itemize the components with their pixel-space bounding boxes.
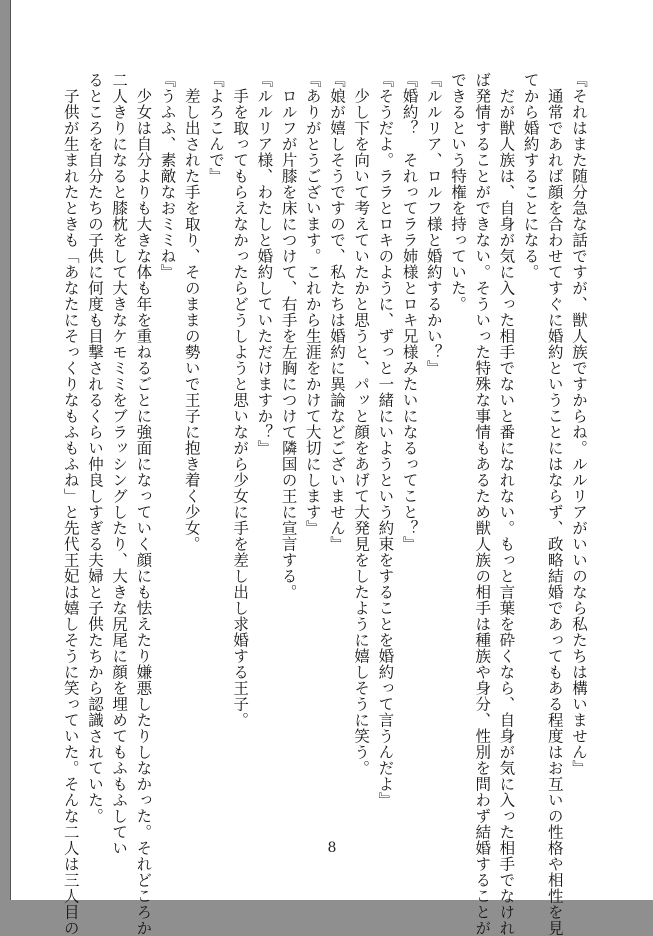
text-line: 手を取ってもらえなかったらどうしようと思いながら少女に手を差し出し求婚する王子。: [231, 72, 250, 728]
text-line: 『ありがとうございます。これから生涯をかけて大切にします』: [303, 72, 322, 536]
vertical-text-body: [61, 72, 591, 936]
text-line: 二人きりになると膝枕をして大きなケモミミをブラッシングしたり、大きな尻尾に顔を埋めてもふもふしてい: [110, 72, 129, 856]
text-line: できるという特権を持っていた。: [448, 72, 467, 312]
text-line: 少し下を向いて考えていたかと思うと、パッと顔をあげて大発見をしたように嬉しそうに笑う。: [352, 72, 371, 776]
text-line: 『よろこんで』: [206, 72, 225, 184]
text-line: 『ルルリア様、わたしと婚約していただけますか？』: [255, 72, 274, 456]
text-line: 差し出された手を取り、そのままの勢いで王子に抱き着く少女。: [182, 72, 201, 552]
text-line: 『婚約？ それってララ姉様とロキ兄様みたいになるってこと？』: [400, 72, 419, 552]
text-line: 『ルルリア、ロルフ様と婚約するかい？』: [424, 72, 443, 376]
text-line: 『それはまた随分急な話ですが、獣人族ですからね。ルルリアがいいのなら私たちは構いません』: [570, 72, 588, 776]
text-line: ロルフが片膝を床につけて、右手を左胸につけて隣国の王に宣言する。: [279, 72, 298, 600]
text-line: 通常であれば顔を合わせてすぐに婚約ということにはならず、政略結婚であってもある程度はお互いの性格や相性を見: [545, 72, 564, 936]
text-line: 『うふふ、素敵なおミミね』: [158, 72, 177, 280]
text-line: るところを自分たちの子供に何度も目撃されるくらい仲良しすぎる夫婦と子供たちから認識されていた。: [85, 72, 104, 824]
text-line: 『そうだよ。ララとロキのように、ずっと一緒にいようという約束をすることを婚約って言うんだよ』: [376, 72, 395, 808]
text-line: だが獣人族は、自身が気に入った相手でないと番になれない。もっと言葉を砕くなら、自身が気に入った相手でなけれ: [497, 72, 516, 936]
text-line: 『娘が嬉しそうですので、私たちは婚約に異論などございません』: [327, 72, 346, 552]
text-line: てから婚約することになる。: [521, 72, 540, 280]
text-line: 子供が生まれたときも「あなたにそっくりなもふもふね」と先代王妃は嬉しそうに笑っていた。そんな二人は三人目の: [61, 72, 80, 936]
book-page: [10, 0, 653, 936]
text-line: ば発情することができない。そういった特殊な事情もあるため獣人族の相手は種族や身分、性別を問わず結婚することが: [473, 72, 492, 936]
text-line: 少女は自分よりも大きな体も年を重ねるごとに強面になっていく顔にも怯えたり嫌悪したりしなかった。それどころか: [134, 72, 153, 936]
page-number: 8: [327, 840, 337, 856]
